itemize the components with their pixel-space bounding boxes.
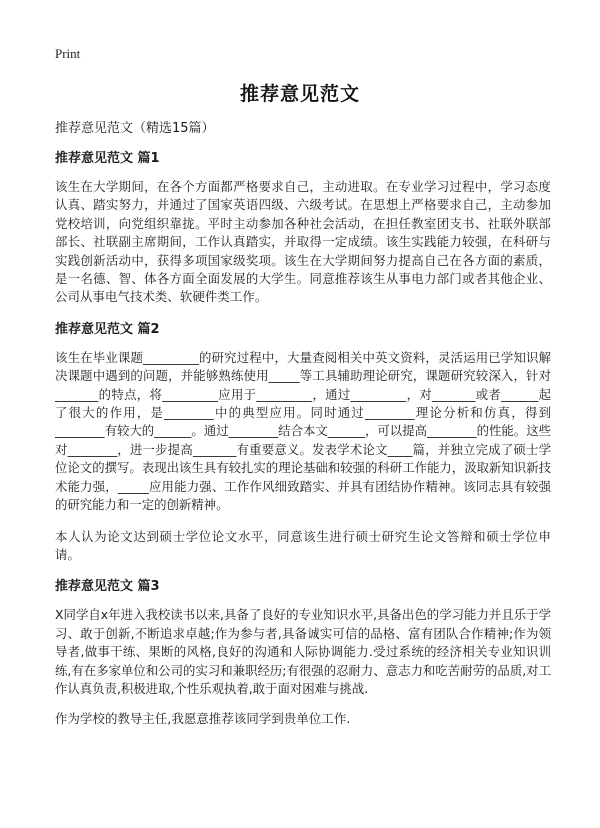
document-subtitle: 推荐意见范文（精选15篇） — [55, 121, 215, 136]
section-3-paragraph-1: X同学自x年进入我校读书以来,具备了良好的专业知识水平,具备出色的学习能力并且乐于学习、敢于创新,不断追求卓越;作为参与者,具备诚实可信的品格、富有团队合作精神;作为领导者,做事干练、果断的风格,良好的沟通和人际协调能力.受过系统的经济相关专业知识训练,有在多家单位和公司的实习和兼职经历;有很强的忍耐力、意志力和吃苦耐劳的品质,对工作认真负责,积极进取,个性乐观执着,敢于面对困难与挑战. — [55, 607, 551, 696]
document-body — [55, 120, 551, 729]
section-heading-3: 推荐意见范文 篇3 — [55, 579, 160, 595]
section-2-paragraph-2: 本人认为论文达到硕士学位论文水平，同意该生进行硕士研究生论文答辩和硕士学位申请。 — [55, 528, 551, 562]
document-title: 推荐意见范文 — [239, 83, 360, 105]
section-heading-2: 推荐意见范文 篇2 — [55, 321, 160, 337]
section-3-paragraph-2: 作为学校的教导主任,我愿意推荐该同学到贵单位工作. — [55, 711, 351, 727]
print-link[interactable]: Print — [55, 46, 81, 61]
section-heading-1: 推荐意见范文 篇1 — [55, 151, 160, 166]
section-2-paragraph-1: 该生在毕业课题_________的研究过程中，大量查阅相关中英文资料，灵活运用已学知识解决课题中遇到的问题，并能够熟练使用_____等工具辅助理论研究，课题研究较深入，针对_______的特点，将_________应用于_________，通过_________，对_______或者______起了很大的作用，是________中的典型应用。同时通过________理论分析和仿真，得到________有较大的______。通过________结合本文______，可以提高________的性能。这些对________，进一步提高_______有重要意义。发表学术论文____篇，并独立完成了硕士学位论文的撰写。表现出该生具有较扎实的理论基础和较强的科研工作能力，汲取新知识新技术能力强，_____应用能力强、工作作风细致踏实、并具有团结协作精神。该同志具有较强的研究能力和一定的创新精神。 — [55, 349, 551, 513]
section-1-paragraph-1: 该生在大学期间，在各个方面都严格要求自己，主动进取。在专业学习过程中，学习态度认真、踏实努力，并通过了国家英语四级、六级考试。在思想上严格要求自己，主动参加党校培训，向党组织靠拢。平时主动参加各种社会活动，在担任教室团支书、社联外联部部长、社联副主席期间，工作认真踏实，并取得一定成绩。该生实践能力较强，在科研与实践创新活动中，获得多项国家级奖项。该生在大学期间努力提高自己在各方面的素质，是一名德、智、体各方面全面发展的大学生。同意推荐该生从事电力部门或者其他企业、公司从事电气技术类、软硬件类工作。 — [55, 179, 551, 305]
